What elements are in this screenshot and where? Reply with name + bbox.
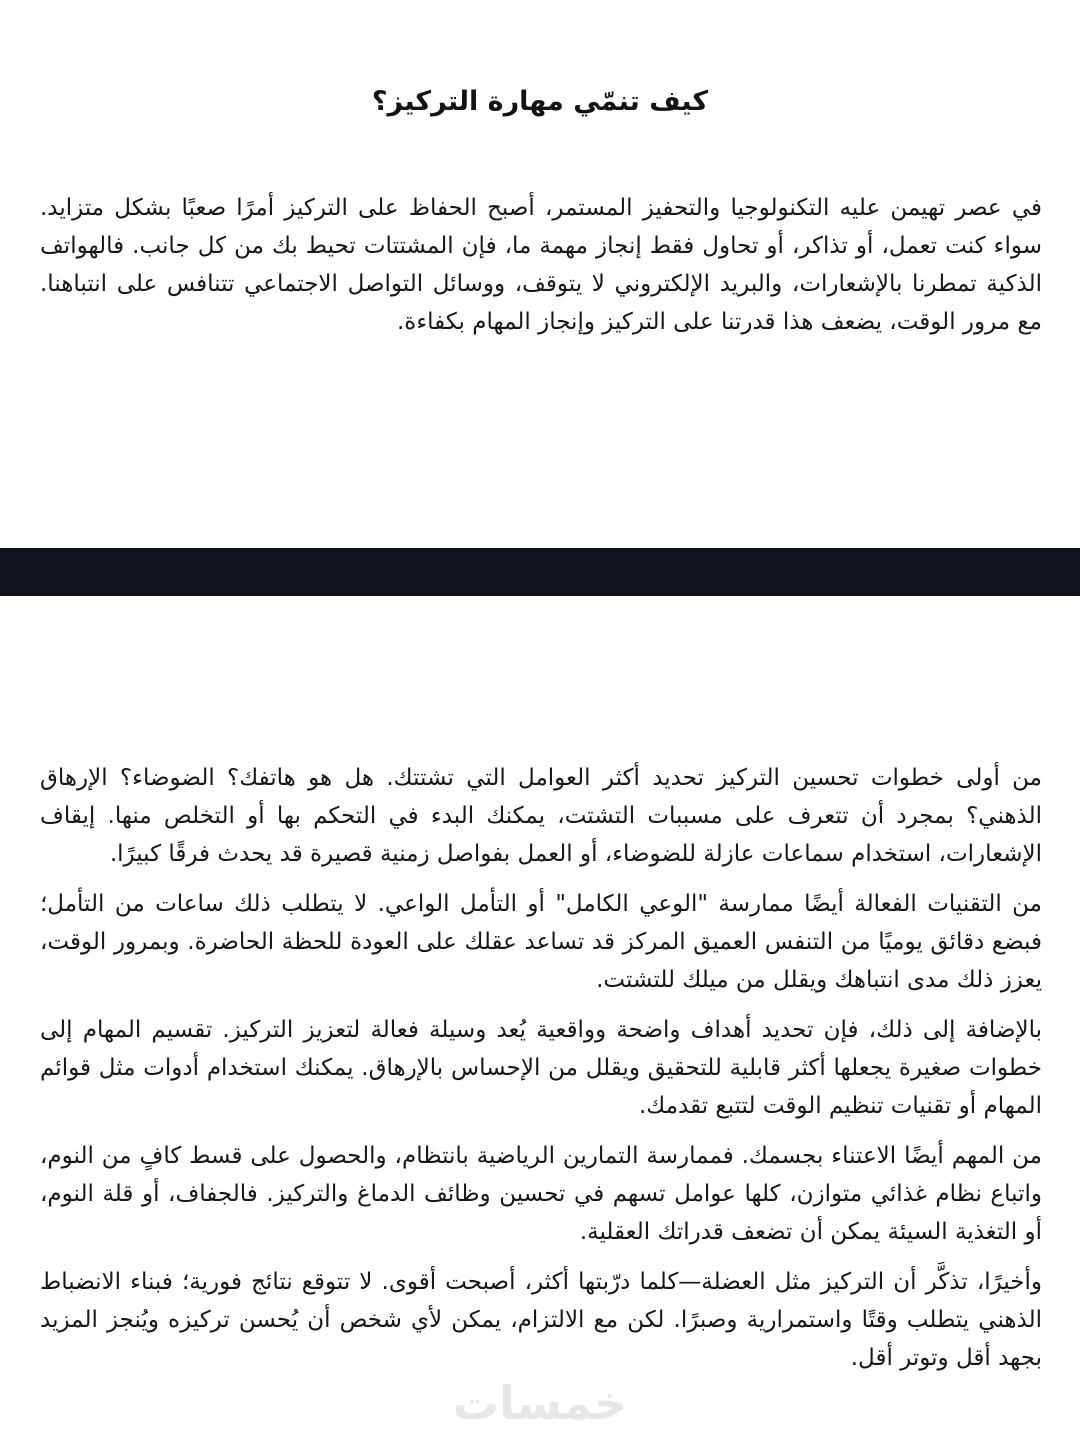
paragraph-body-care: من المهم أيضًا الاعتناء بجسمك. فممارسة التمارين الرياضية بانتظام، والحصول على قسط كافٍ من النوم، واتباع نظام غذائي متوازن، كلها عوامل تسهم في تحسين وظائف الدماغ والتركيز. فالجفاف، أو قلة النوم، أو التغذية السيئة يمكن أن تضعف قدراتك العقلية. xyxy=(40,1143,1042,1245)
paragraph-intro: في عصر تهيمن عليه التكنولوجيا والتحفيز المستمر، أصبح الحفاظ على التركيز أمرًا صعبًا بشكل متزايد. سواء كنت تعمل، أو تذاكر، أو تحاول فقط إنجاز مهمة ما، فإن المشتتات تحيط بك من كل جانب. فالهواتف الذكية تمطرنا بالإشعارات، والبريد الإلكتروني لا يتوقف، ووسائل التواصل الاجتماعي تتنافس على انتباهنا. مع مرور الوقت، يضعف هذا قدرتنا على التركيز وإنجاز المهام بكفاءة. xyxy=(40,195,1042,335)
paragraph-identify-distractions: من أولى خطوات تحسين التركيز تحديد أكثر العوامل التي تشتتك. هل هو هاتفك؟ الضوضاء؟ الإرهاق الذهني؟ بمجرد أن تتعرف على مسببات التشتت، يمكنك البدء في التحكم بها أو التخلص منها. إيقاف الإشعارات، استخدام سماعات عازلة للضوضاء، أو العمل بفواصل زمنية قصيرة قد يحدث فرقًا كبيرًا. xyxy=(40,765,1042,867)
paragraph-mindfulness: من التقنيات الفعالة أيضًا ممارسة "الوعي الكامل" أو التأمل الواعي. لا يتطلب ذلك ساعات من التأمل؛ فبضع دقائق يوميًا من التنفس العميق المركز قد تساعد عقلك على العودة للحظة الحاضرة. وبمرور الوقت، يعزز ذلك مدى انتباهك ويقلل من ميلك للتشتت. xyxy=(40,891,1042,993)
paragraph-conclusion: وأخيرًا، تذكَّر أن التركيز مثل العضلة—كلما درّبتها أكثر، أصبحت أقوى. لا تتوقع نتائج فورية؛ فبناء الانضباط الذهني يتطلب وقتًا واستمرارية وصبرًا. لكن مع الالتزام، يمكن لأي شخص أن يُحسن تركيزه ويُنجز المزيد بجهد أقل وتوتر أقل. xyxy=(40,1269,1042,1371)
khamsat-watermark: خمسات xyxy=(452,1376,628,1430)
paragraph-goals: بالإضافة إلى ذلك، فإن تحديد أهداف واضحة وواقعية يُعد وسيلة فعالة لتعزيز التركيز. تقسيم المهام إلى خطوات صغيرة يجعلها أكثر قابلية للتحقيق ويقلل من الإحساس بالإرهاق. يمكنك استخدام أدوات مثل قوائم المهام أو تقنيات تنظيم الوقت لتتبع تقدمك. xyxy=(40,1017,1042,1119)
page-title: كيف تنمّي مهارة التركيز؟ xyxy=(371,86,709,118)
black-redaction-bar xyxy=(0,548,1080,596)
